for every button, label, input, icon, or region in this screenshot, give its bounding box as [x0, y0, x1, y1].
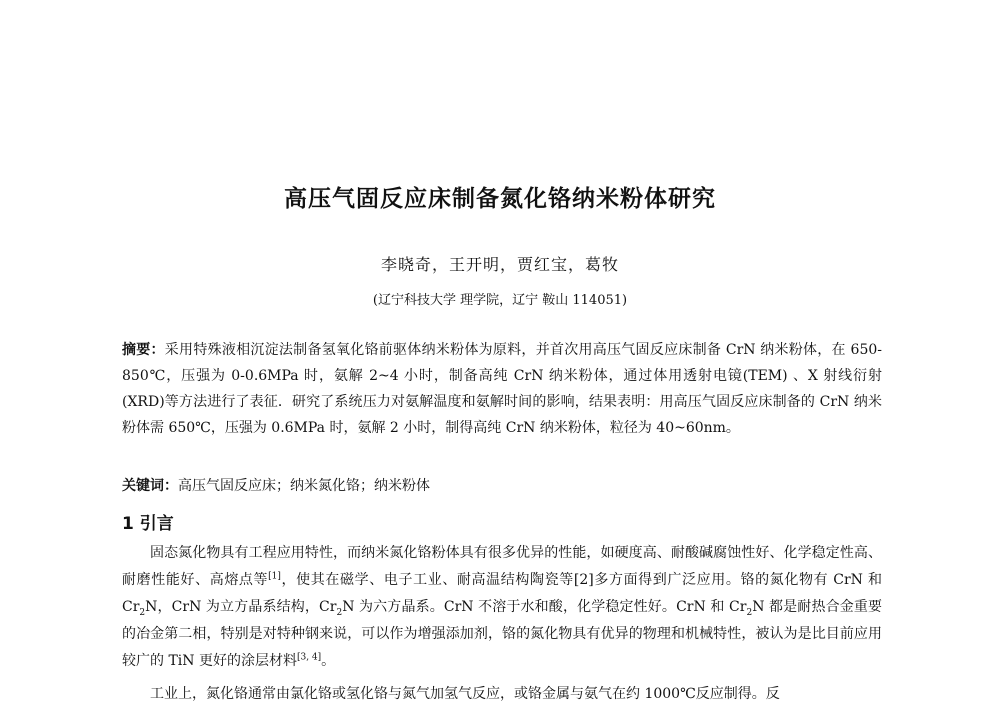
subscript: 2 — [139, 607, 146, 618]
intro-paragraph-2: 工业上，氮化铬通常由氯化铬或氢化铬与氮气加氢气反应，或铬金属与氨气在约 1000℃反应制得。反 — [150, 686, 780, 702]
abstract-text: 采用特殊液相沉淀法制备氢氧化铬前驱体纳米粉体为原料，并首次用高压气固反应床制备 CrN 纳米粉体，在 650-850℃，压强为 0-0.6MPa 时，氨解 2~4 小时，制备高纯 CrN 纳米粉体，通过体用透射电镜(TEM) 、X 射线衍射(XRD)等方法进行了表征．研究了系统压力对氨解温度和氨解时间的影响，结果表明：用高压气固反应床制备的 CrN 纳米粉体需 650℃，压强为 0.6MPa 时，氨解 2 小时，制得高纯 CrN 纳米粉体，粒径为 40~60nm。 — [122, 342, 882, 436]
subscript: 2 — [746, 607, 753, 618]
p1-segment: ，使其在磁学、电子工业、耐高温结构陶瓷等[2]多方面得到广泛应用。铬的氮化物有 CrN 和 Cr — [122, 572, 882, 615]
p1-segment: 。 — [321, 653, 336, 669]
keywords — [122, 475, 882, 495]
abstract-label: 摘要： — [122, 342, 165, 358]
citation-ref: [3, 4] — [296, 652, 322, 663]
author-list: 李晓奇，王开明，贾红宝，葛牧 — [380, 255, 619, 274]
citation-ref: [1] — [268, 571, 281, 582]
abstract — [122, 337, 882, 441]
intro-paragraph-1 — [122, 540, 882, 675]
p1-segment: N，CrN 为立方晶系结构，Cr — [145, 599, 337, 615]
subscript: 2 — [336, 607, 343, 618]
keywords-label: 关键词： — [122, 478, 178, 494]
p1-segment: N 都是耐热合金重要的冶金第二相，特别是对特种钢来说，可以作为增强添加剂，铬的氮化物具有优异的物理和机械特性，被认为是比目前应用较广的 TiN 更好的涂层材料 — [122, 599, 883, 669]
paper-title: 高压气固反应床制备氮化铬纳米粉体研究 — [284, 186, 716, 212]
keywords-text: 高压气固反应床；纳米氮化铬；纳米粉体 — [178, 478, 430, 494]
section-heading-introduction: 1 引言 — [122, 514, 174, 534]
affiliation: (辽宁科技大学 理学院，辽宁 鞍山 114051) — [372, 293, 628, 308]
p1-segment: 固态氮化物具有工程应用特性，而纳米氮化铬粉体具有很多优异的性能，如硬度高、耐酸碱腐蚀性好、化学稳定性高、耐磨性能好、高熔点等 — [122, 545, 882, 588]
p1-segment: N 为六方晶系。CrN 不溶于水和酸，化学稳定性好。CrN 和 Cr — [342, 599, 747, 615]
